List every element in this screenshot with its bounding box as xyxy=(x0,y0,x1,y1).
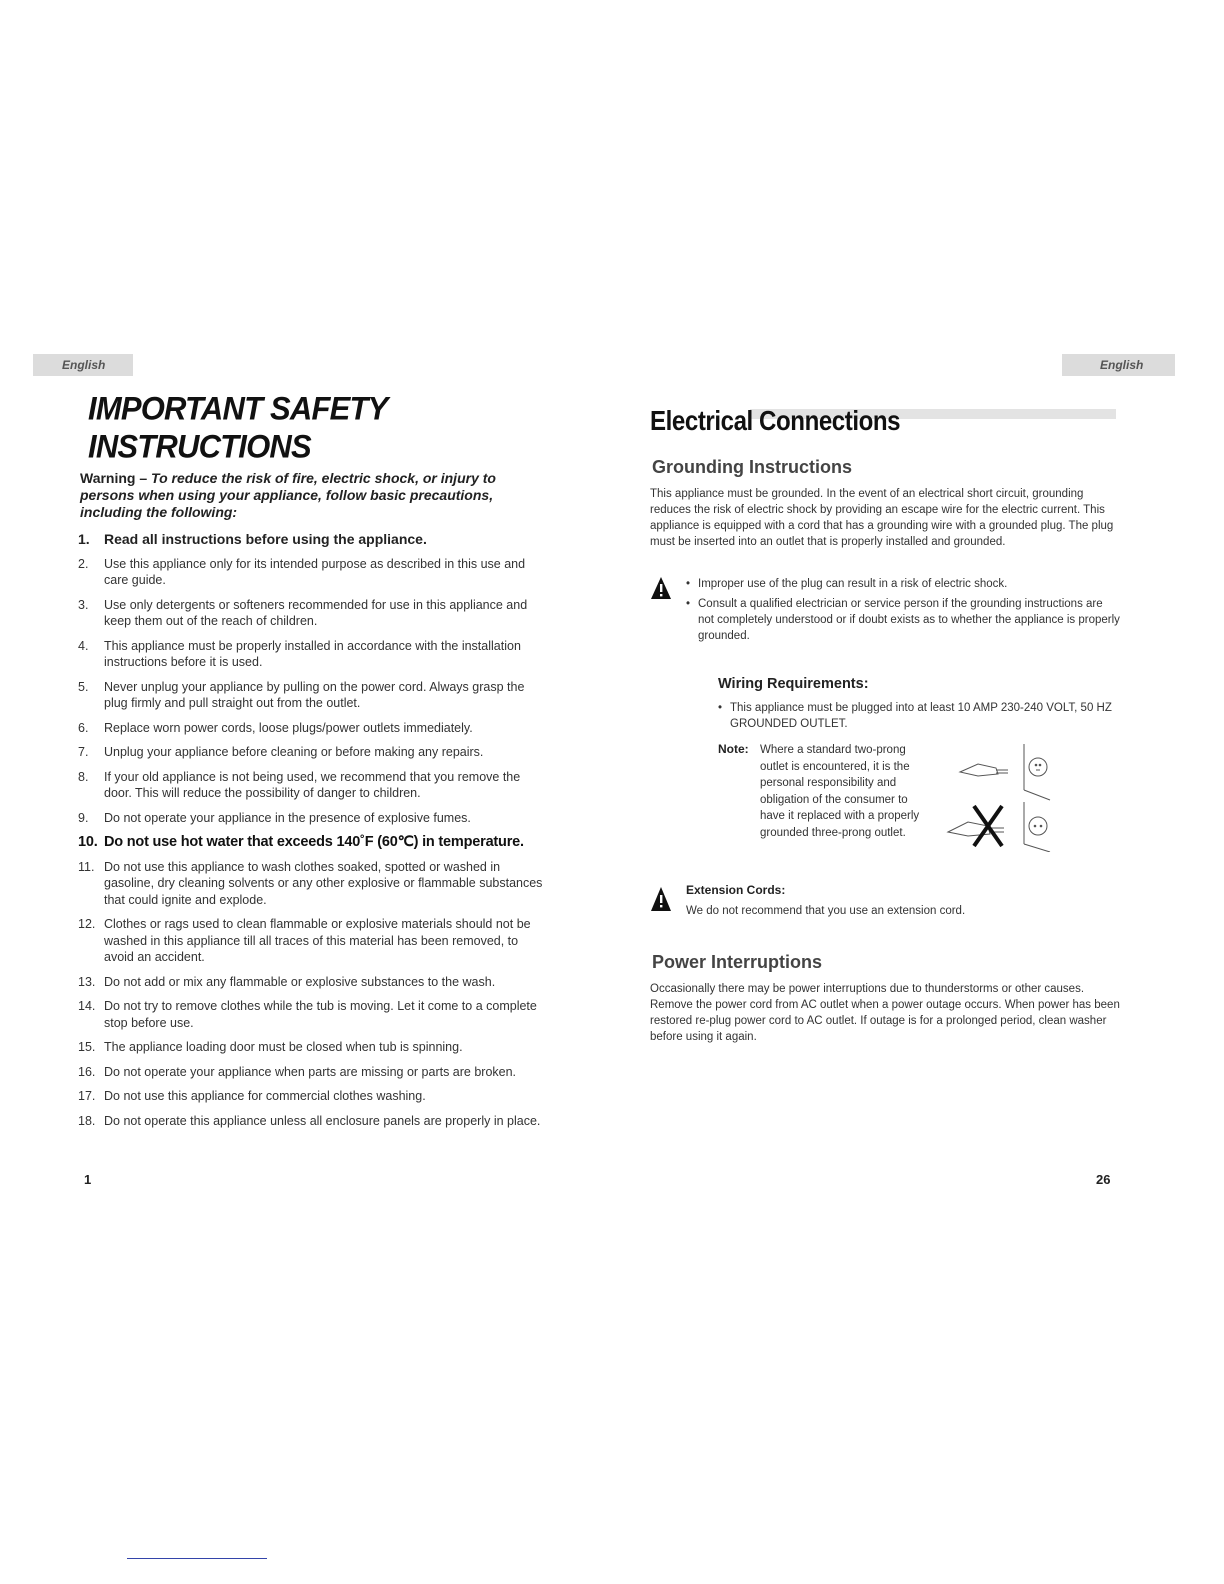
safety-item xyxy=(78,1064,548,1081)
safety-item-number: 6. xyxy=(78,720,89,735)
right-page xyxy=(650,405,1120,1045)
safety-item xyxy=(78,769,548,802)
safety-item-text: Never unplug your appliance by pulling on the power cord. Always grasp the plug firmly and pull straight out from the outlet. xyxy=(104,679,525,710)
language-tab-right: English xyxy=(1062,354,1175,376)
grounding-heading: Grounding Instructions xyxy=(652,457,852,477)
safety-item-number: 16. xyxy=(78,1064,96,1079)
warning-bullet: • Consult a qualified electrician or service person if the grounding instructions are not completely understood or if doubt exists as to whether the appliance is properly grounded. xyxy=(686,598,1120,642)
warning-lead: Warning – xyxy=(80,470,152,486)
safety-item-text: Do not try to remove clothes while the tub is moving. Let it come to a complete stop before use. xyxy=(104,999,537,1030)
safety-item xyxy=(78,974,548,991)
left-page xyxy=(78,392,548,1137)
safety-item xyxy=(78,679,548,712)
safety-item xyxy=(78,859,548,909)
wiring-bullet: • This appliance must be plugged into at least 10 AMP 230-240 VOLT, 50 HZ GROUNDED OUTLET. xyxy=(718,702,1112,730)
safety-item xyxy=(78,810,548,827)
safety-item-number: 11. xyxy=(78,859,95,874)
safety-item xyxy=(78,597,548,630)
page-number-left: 1 xyxy=(84,1172,92,1187)
cross-icon xyxy=(974,806,1002,846)
safety-item-number: 17. xyxy=(78,1089,96,1103)
safety-item-number: 18. xyxy=(78,1113,96,1128)
warning-triangle-icon xyxy=(650,576,686,648)
safety-item-text: If your old appliance is not being used, we recommend that you remove the door. This will reduce the possibility of danger to children. xyxy=(104,769,521,800)
safety-item xyxy=(78,1088,548,1105)
extension-cords-warning xyxy=(650,883,1120,918)
language-tab-left: English xyxy=(33,354,133,376)
safety-item-text: Do not add or mix any flammable or explosive substances to the wash. xyxy=(104,974,496,989)
safety-item-number: 1. xyxy=(78,531,90,547)
safety-item xyxy=(78,998,548,1031)
wiring-requirements xyxy=(718,676,1120,857)
safety-item-text: Do not use this appliance for commercial clothes washing. xyxy=(104,1089,426,1103)
safety-item xyxy=(78,916,548,966)
extension-cords-text: We do not recommend that you use an extension cord. xyxy=(686,905,966,917)
safety-item-number: 2. xyxy=(78,556,89,571)
note-block xyxy=(718,742,1120,857)
safety-item xyxy=(78,744,548,761)
safety-item-number: 15. xyxy=(78,1040,96,1054)
safety-item-text: The appliance loading door must be closed when tub is spinning. xyxy=(104,1040,463,1054)
page-number-right: 26 xyxy=(1096,1172,1111,1187)
safety-instructions-list xyxy=(78,531,548,1129)
warning-bullet: • Improper use of the plug can result in a risk of electric shock. xyxy=(686,578,1008,590)
safety-item xyxy=(78,638,548,671)
safety-item-text: Do not operate your appliance when parts are missing or parts are broken. xyxy=(104,1064,517,1079)
safety-item-text: Use this appliance only for its intended purpose as described in this use and care guide. xyxy=(104,556,526,587)
safety-item-number: 12. xyxy=(78,917,96,931)
safety-item-text: Clothes or rags used to clean flammable or explosive materials should not be washed in this appliance till all traces of this material has been removed, to avoid an accident. xyxy=(104,917,531,964)
grounding-warning xyxy=(650,576,1120,648)
safety-item-text: Unplug your appliance before cleaning or before making any repairs. xyxy=(104,745,484,759)
power-interruptions-text: Occasionally there may be power interruptions due to thunderstorms or other causes. Remove the power cord from AC outlet when a power outage occurs. When power has been restored re-plug power cord to AC outlet. If outage is for a prolonged period, clean washer before using it again. xyxy=(650,983,1120,1043)
safety-item xyxy=(78,1113,548,1130)
safety-item-text: Do not operate your appliance in the presence of explosive fumes. xyxy=(104,810,471,825)
safety-item-number: 10. xyxy=(78,834,98,850)
page-title-electrical: Electrical Connections xyxy=(650,405,901,436)
safety-item-text: Read all instructions before using the appliance. xyxy=(104,531,427,547)
wiring-heading: Wiring Requirements: xyxy=(718,676,869,692)
safety-item-text: Use only detergents or softeners recommended for use in this appliance and keep them out of the reach of children. xyxy=(104,597,528,628)
warning-triangle-icon xyxy=(650,883,686,918)
safety-item-number: 8. xyxy=(78,769,89,784)
safety-item-number: 9. xyxy=(78,810,89,825)
safety-item xyxy=(78,1039,548,1056)
warning-text xyxy=(80,470,548,521)
note-text: Where a standard two-prong outlet is encountered, it is the personal responsibility and obligation of the consumer to have it replaced with a properly grounded three-prong outlet. xyxy=(760,744,920,839)
safety-item xyxy=(78,531,548,548)
safety-item-text: Do not use this appliance to wash clothes soaked, spotted or washed in gasoline, dry cleaning solvents or any other explosive or flammable substances that could ignite and explode. xyxy=(104,859,543,907)
warning-body: To reduce the risk of fire, electric shock, or injury to persons when using your appliance, follow basic precautions, including the following: xyxy=(80,470,496,520)
safety-item-text: Do not operate this appliance unless all enclosure panels are properly in place. xyxy=(104,1113,541,1128)
safety-item-text: Replace worn power cords, loose plugs/power outlets immediately. xyxy=(104,720,473,735)
grounding-text: This appliance must be grounded. In the event of an electrical short circuit, grounding reduces the risk of electric shock by providing an escape wire for the electric current. This appliance is equipped with a cord that has a grounding wire with a grounded plug. The plug must be inserted into an outlet that is properly installed and grounded. xyxy=(650,488,1114,548)
safety-item-text: Do not use hot water that exceeds 140˚F (60℃) in temperature. xyxy=(104,834,524,850)
extension-cords-heading: Extension Cords: xyxy=(686,883,786,897)
safety-item-number: 3. xyxy=(78,597,89,612)
plug-icon xyxy=(960,744,1050,800)
safety-item-number: 4. xyxy=(78,638,89,653)
power-interruptions-heading: Power Interruptions xyxy=(652,952,823,972)
safety-item-number: 7. xyxy=(78,745,89,759)
note-label: Note: xyxy=(718,742,749,756)
safety-item-number: 13. xyxy=(78,974,96,989)
bottom-rule xyxy=(127,1558,267,1559)
safety-item xyxy=(78,834,548,851)
outlet-illustration xyxy=(938,742,1068,857)
safety-item xyxy=(78,556,548,589)
safety-item xyxy=(78,720,548,737)
page-title-safety: IMPORTANT SAFETY INSTRUCTIONS xyxy=(88,390,387,465)
safety-item-number: 5. xyxy=(78,679,89,694)
safety-item-text: This appliance must be properly installed in accordance with the installation instructions before it is used. xyxy=(104,638,521,669)
safety-item-number: 14. xyxy=(78,999,96,1013)
